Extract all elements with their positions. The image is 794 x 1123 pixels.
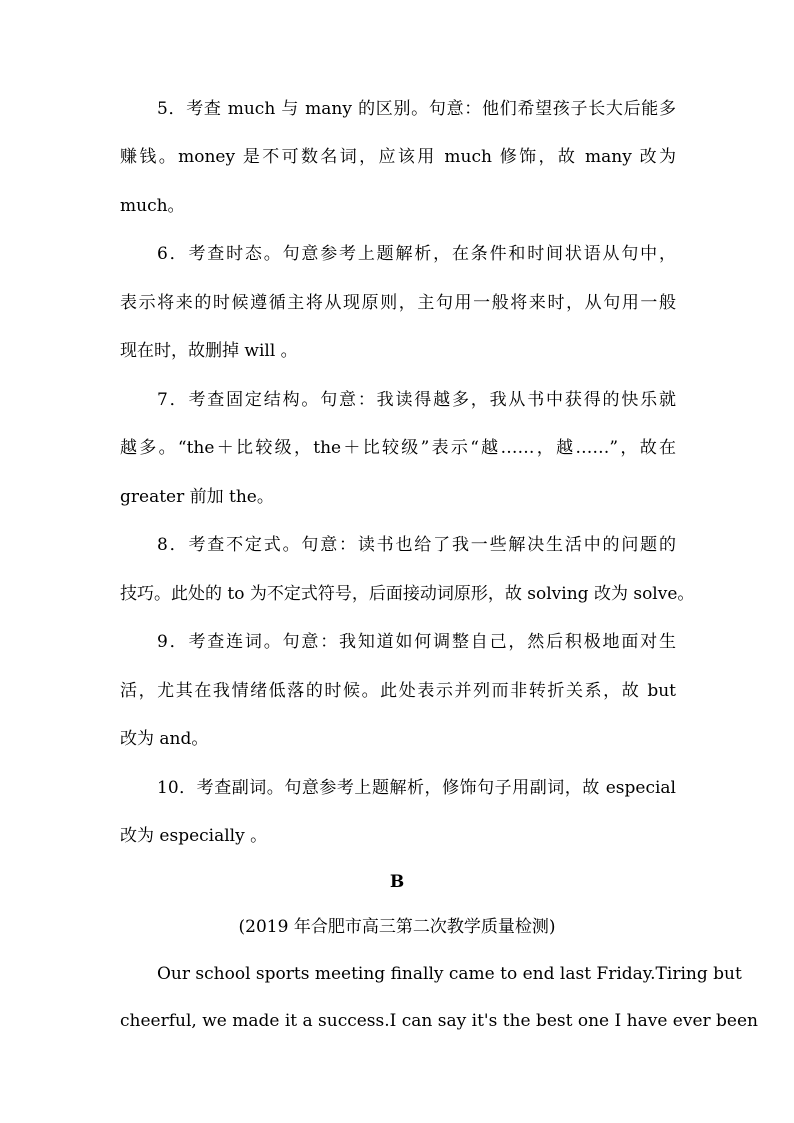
item-5-line-2: 赚钱。money 是不可数名词，应该用 much 修饰，故 many 改为 [120, 147, 676, 167]
item-6-line-3: 现在时，故删掉 will 。 [120, 341, 298, 361]
item-6-line-2: 表示将来的时候遵循主将从现原则，主句用一般将来时，从句用一般 [120, 293, 676, 313]
item-5-line-3: much。 [120, 196, 185, 216]
item-7-line-1: 7．考查固定结构。句意：我读得越多，我从书中获得的快乐就 [157, 390, 676, 410]
item-10-line-1: 10．考查副词。句意参考上题解析，修饰句子用副词，故 especial [157, 778, 676, 798]
item-9-line-2: 活，尤其在我情绪低落的时候。此处表示并列而非转折关系，故 but [120, 681, 676, 701]
item-9-line-3: 改为 and。 [120, 729, 209, 749]
item-5-line-1: 5．考查 much 与 many 的区别。句意：他们希望孩子长大后能多 [157, 99, 676, 119]
item-8-line-1: 8．考查不定式。句意：读书也给了我一些解决生活中的问题的 [157, 535, 676, 555]
item-8-line-2: 技巧。此处的 to 为不定式符号，后面接动词原形，故 solving 改为 solve。 [120, 584, 695, 604]
section-source: (2019 年合肥市高三第二次教学质量检测) [238, 917, 556, 937]
item-10-line-2: 改为 especially 。 [120, 826, 268, 846]
item-9-line-1: 9．考查连词。句意：我知道如何调整自己，然后积极地面对生 [157, 632, 676, 652]
passage-line-1: Our school sports meeting finally came to end last Friday.Tiring but [157, 964, 742, 984]
passage-line-2: cheerful, we made it a success.I can say it's the best one I have ever been [120, 1011, 758, 1031]
section-heading: B [389, 872, 405, 892]
item-7-line-2: 越多。“the＋比较级，the＋比较级”表示“越……，越……”，故在 [120, 438, 676, 458]
item-7-line-3: greater 前加 the。 [120, 487, 274, 507]
item-6-line-1: 6．考查时态。句意参考上题解析，在条件和时间状语从句中， [157, 244, 676, 264]
